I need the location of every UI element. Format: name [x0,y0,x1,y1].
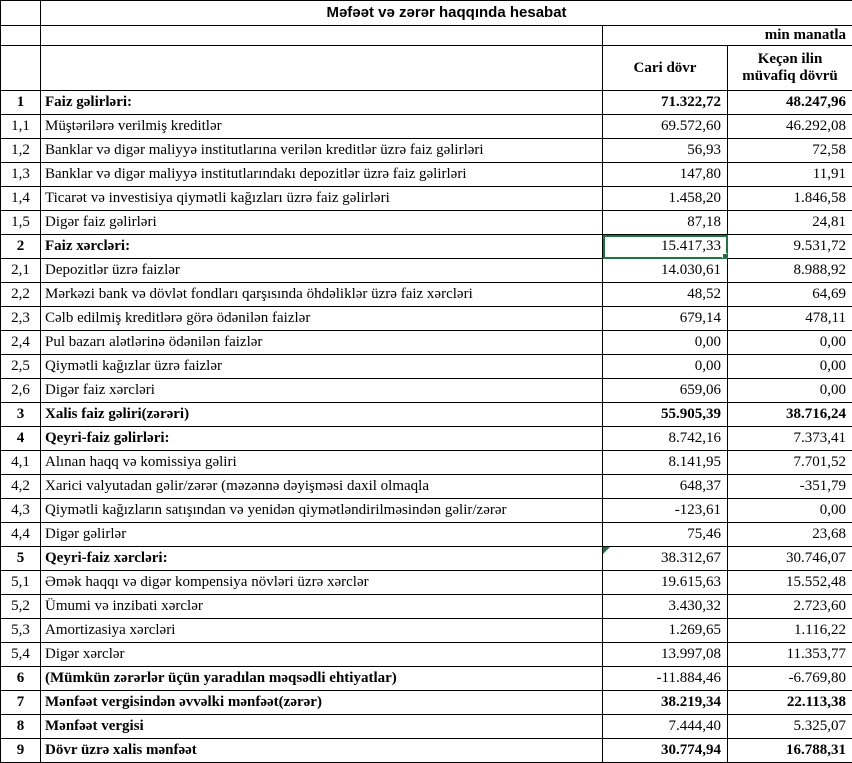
current-period-value-cell[interactable]: 1.458,20 [603,187,728,211]
row-number-cell[interactable]: 2,3 [1,307,41,331]
current-period-value-cell[interactable]: 48,52 [603,283,728,307]
row-number-cell[interactable]: 4 [1,427,41,451]
row-number-cell[interactable]: 1,4 [1,187,41,211]
previous-period-value-cell[interactable]: 9.531,72 [728,235,852,259]
selection-fill-handle[interactable] [722,253,728,259]
table-row [1,379,852,403]
row-number-cell[interactable]: 2,5 [1,355,41,379]
current-period-value-cell[interactable]: 75,46 [603,523,728,547]
unit-row-number-cell[interactable] [1,26,41,46]
current-period-value-cell[interactable]: 648,37 [603,475,728,499]
unit-note-row [1,26,852,46]
row-number-cell[interactable]: 1,3 [1,163,41,187]
previous-period-value-cell[interactable]: 1.846,58 [728,187,852,211]
table-row [1,571,852,595]
previous-period-value-cell[interactable]: 7.701,52 [728,451,852,475]
row-number-cell[interactable]: 1,2 [1,139,41,163]
row-number-cell[interactable]: 5 [1,547,41,571]
previous-period-value-cell[interactable]: 7.373,41 [728,427,852,451]
row-label-cell[interactable]: Cəlb edilmiş kreditlərə görə ödənilən faizlər [41,307,603,331]
current-period-value-cell[interactable]: 71.322,72 [603,91,728,115]
previous-period-value-cell[interactable]: 48.247,96 [728,91,852,115]
current-period-value-cell[interactable]: 0,00 [603,355,728,379]
row-number-cell[interactable]: 1,5 [1,211,41,235]
cell-error-marker-icon [603,547,610,554]
table-row [1,739,852,763]
current-period-value-cell[interactable]: 7.444,40 [603,715,728,739]
row-label-cell[interactable]: Əmək haqqı və digər kompensiya növləri üzrə xərclər [41,571,603,595]
row-number-cell[interactable]: 9 [1,739,41,763]
current-period-value-cell[interactable]: 0,00 [603,331,728,355]
table-row [1,619,852,643]
current-period-value-cell[interactable]: 19.615,63 [603,571,728,595]
table-row [1,163,852,187]
row-label-cell[interactable]: Faiz xərcləri: [41,235,603,259]
current-period-value-cell[interactable]: 8.742,16 [603,427,728,451]
row-number-cell[interactable]: 5,1 [1,571,41,595]
unit-row-empty-cell[interactable] [41,26,603,46]
row-label-cell[interactable]: Qiymətli kağızların satışından və yenidən qiymətləndirilməsindən gəlir/zərər [41,499,603,523]
row-number-cell[interactable]: 8 [1,715,41,739]
previous-period-value-cell[interactable]: 0,00 [728,499,852,523]
row-label-cell[interactable]: Alınan haqq və komissiya gəliri [41,451,603,475]
row-number-cell[interactable]: 5,3 [1,619,41,643]
current-period-value-cell[interactable]: 13.997,08 [603,643,728,667]
row-number-cell[interactable]: 2 [1,235,41,259]
row-label-cell[interactable]: Qiymətli kağızlar üzrə faizlər [41,355,603,379]
previous-period-value-cell[interactable]: -351,79 [728,475,852,499]
table-row [1,211,852,235]
row-number-cell[interactable]: 1 [1,91,41,115]
table-row [1,331,852,355]
row-number-cell[interactable]: 6 [1,667,41,691]
table-row [1,427,852,451]
row-number-cell[interactable]: 5,4 [1,643,41,667]
current-period-value-cell[interactable]: 56,93 [603,139,728,163]
row-label-cell[interactable]: Dövr üzrə xalis mənfəət [41,739,603,763]
current-period-value-cell[interactable]: -11.884,46 [603,667,728,691]
row-label-cell[interactable]: (Mümkün zərərlər üçün yaradılan məqsədli ehtiyatlar) [41,667,603,691]
previous-period-value-cell[interactable]: 38.716,24 [728,403,852,427]
previous-period-value-cell[interactable]: 8.988,92 [728,259,852,283]
row-number-cell[interactable]: 2,2 [1,283,41,307]
row-number-cell[interactable]: 4,3 [1,499,41,523]
table-row [1,139,852,163]
header-current-period[interactable]: Cari dövr [603,46,728,91]
current-period-value-cell[interactable]: 69.572,60 [603,115,728,139]
previous-period-value-cell[interactable]: 24,81 [728,211,852,235]
header-previous-period-line2: müvafiq dövrü [732,68,848,85]
row-label-cell[interactable]: Ümumi və inzibati xərclər [41,595,603,619]
row-label-cell[interactable]: Mərkəzi bank və dövlət fondları qarşısında öhdəliklər üzrə faiz xərcləri [41,283,603,307]
current-period-value-cell[interactable]: 38.219,34 [603,691,728,715]
previous-period-value-cell[interactable]: 16.788,31 [728,739,852,763]
table-row [1,715,852,739]
previous-period-value-cell[interactable]: 2.723,60 [728,595,852,619]
current-period-value-cell[interactable]: 1.269,65 [603,619,728,643]
table-row [1,691,852,715]
row-label-cell[interactable]: Xalis faiz gəliri(zərəri) [41,403,603,427]
row-number-cell[interactable]: 7 [1,691,41,715]
table-row [1,283,852,307]
row-number-cell[interactable]: 1,1 [1,115,41,139]
page-title[interactable]: Məfəət və zərər haqqında hesabat [41,1,852,26]
table-row [1,643,852,667]
header-number-cell[interactable] [1,46,41,91]
table-row [1,115,852,139]
previous-period-value-cell[interactable]: 0,00 [728,355,852,379]
table-row [1,451,852,475]
row-label-cell[interactable]: Qeyri-faiz xərcləri: [41,547,603,571]
previous-period-value-cell[interactable]: 64,69 [728,283,852,307]
row-label-cell[interactable]: Xarici valyutadan gəlir/zərər (məzənnə dəyişməsi daxil olmaqla [41,475,603,499]
table-row [1,235,852,259]
header-description-cell[interactable] [41,46,603,91]
row-label-cell[interactable]: Digər gəlirlər [41,523,603,547]
row-label-cell[interactable]: Ticarət və investisiya qiymətli kağızları üzrə faiz gəlirləri [41,187,603,211]
row-number-cell[interactable]: 4,4 [1,523,41,547]
table-row [1,547,852,571]
current-period-value-cell[interactable]: 87,18 [603,211,728,235]
row-number-cell[interactable]: 4,1 [1,451,41,475]
header-previous-period-line1: Keçən ilin [732,51,848,68]
current-period-value-cell[interactable]: 659,06 [603,379,728,403]
row-label-cell[interactable]: Digər faiz xərcləri [41,379,603,403]
current-period-value-cell[interactable]: -123,61 [603,499,728,523]
table-row [1,667,852,691]
table-row [1,259,852,283]
previous-period-value-cell[interactable]: 478,11 [728,307,852,331]
table-row [1,355,852,379]
table-row [1,475,852,499]
row-label-cell[interactable]: Digər xərclər [41,643,603,667]
table-row [1,91,852,115]
previous-period-value-cell[interactable]: 15.552,48 [728,571,852,595]
row-label-cell[interactable]: Mənfəət vergisi [41,715,603,739]
row-label-cell[interactable]: Banklar və digər maliyyə institutlarına verilən kreditlər üzrə faiz gəlirləri [41,139,603,163]
row-label-cell[interactable]: Pul bazarı alətlərinə ödənilən faizlər [41,331,603,355]
table-row [1,595,852,619]
row-label-cell[interactable]: Müştərilərə verilmiş kreditlər [41,115,603,139]
current-period-value-cell[interactable]: 679,14 [603,307,728,331]
row-number-cell[interactable]: 3 [1,403,41,427]
row-number-cell[interactable]: 2,6 [1,379,41,403]
row-number-cell[interactable]: 2,4 [1,331,41,355]
table-body [1,91,852,763]
current-period-value-cell[interactable]: 8.141,95 [603,451,728,475]
table-row [1,187,852,211]
previous-period-value-cell[interactable]: 46.292,08 [728,115,852,139]
previous-period-value-cell[interactable]: 11.353,77 [728,643,852,667]
title-row [1,1,852,26]
previous-period-value-cell[interactable]: 0,00 [728,379,852,403]
row-label-cell[interactable]: Depozitlər üzrə faizlər [41,259,603,283]
current-period-value-cell[interactable]: 3.430,32 [603,595,728,619]
previous-period-value-cell[interactable]: 23,68 [728,523,852,547]
table-row [1,499,852,523]
previous-period-value-cell[interactable]: 0,00 [728,331,852,355]
row-number-cell[interactable]: 5,2 [1,595,41,619]
row-label-cell[interactable]: Qeyri-faiz gəlirləri: [41,427,603,451]
previous-period-value-cell[interactable]: 22.113,38 [728,691,852,715]
previous-period-value-cell[interactable]: 1.116,22 [728,619,852,643]
previous-period-value-cell[interactable]: -6.769,80 [728,667,852,691]
row-label-cell[interactable]: Banklar və digər maliyyə institutlarındakı depozitlər üzrə faiz gəlirləri [41,163,603,187]
table-row [1,523,852,547]
title-row-number-cell[interactable] [1,1,41,26]
row-label-cell[interactable]: Mənfəət vergisindən əvvəlki mənfəət(zərər) [41,691,603,715]
row-number-cell[interactable]: 2,1 [1,259,41,283]
previous-period-value-cell[interactable]: 30.746,07 [728,547,852,571]
unit-note[interactable]: min manatla [603,26,852,46]
current-period-value-cell-selected[interactable]: 15.417,33 [603,235,728,259]
previous-period-value-cell[interactable]: 72,58 [728,139,852,163]
column-header-row [1,46,852,91]
current-period-value-cell[interactable]: 147,80 [603,163,728,187]
row-label-cell[interactable]: Faiz gəlirləri: [41,91,603,115]
row-label-cell[interactable]: Digər faiz gəlirləri [41,211,603,235]
table-row [1,307,852,331]
table-row [1,403,852,427]
row-number-cell[interactable]: 4,2 [1,475,41,499]
current-period-value-cell[interactable]: 55.905,39 [603,403,728,427]
previous-period-value-cell[interactable]: 11,91 [728,163,852,187]
previous-period-value-cell[interactable]: 5.325,07 [728,715,852,739]
header-previous-period[interactable] [728,46,852,91]
current-period-value-cell[interactable]: 14.030,61 [603,259,728,283]
row-label-cell[interactable]: Amortizasiya xərcləri [41,619,603,643]
current-period-value-cell[interactable]: 38.312,67 [603,547,728,571]
current-period-value-cell[interactable]: 30.774,94 [603,739,728,763]
